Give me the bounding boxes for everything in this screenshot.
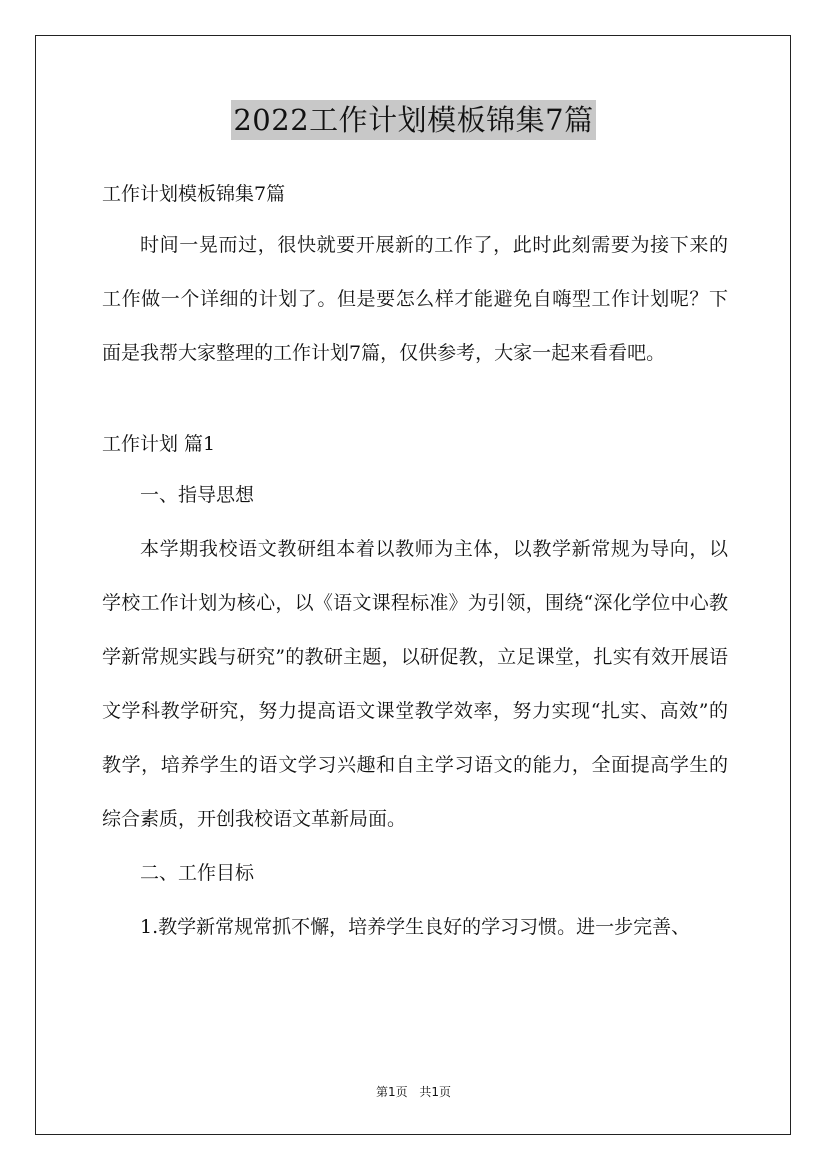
- intro-paragraph: 时间一晃而过，很快就要开展新的工作了，此时此刻需要为接下来的工作做一个详细的计划了。但是要怎么样才能避免自嗨型工作计划呢？下面是我帮大家整理的工作计划7篇，仅供参考，大家一起来看看吧。: [102, 234, 728, 364]
- heading-work-goals: 二、工作目标: [140, 862, 255, 884]
- page-total: 共1页: [419, 1085, 452, 1099]
- document-subtitle: 工作计划模板锦集7篇: [102, 183, 286, 205]
- paragraph-guiding-thought: 本学期我校语文教研组本着以教师为主体，以教学新常规为导向，以学校工作计划为核心，以《语文课程标准》为引领，围绕“深化学位中心教学新常规实践与研究”的教研主题，以研促教，立足课堂，扎实有效开展语文学科教学研究，努力提高语文课堂教学效率，努力实现“扎实、高效”的教学，培养学生的语文学习兴趣和自主学习语文的能力，全面提高学生的综合素质，开创我校语文革新局面。: [102, 538, 728, 830]
- section-heading: 工作计划 篇1: [102, 433, 216, 455]
- paragraph-work-goals: 1.教学新常规常抓不懈，培养学生良好的学习习惯。进一步完善、: [140, 916, 691, 938]
- page-footer: [0, 1083, 827, 1100]
- document-body: [102, 176, 728, 954]
- heading-guiding-thought: 一、指导思想: [140, 484, 255, 506]
- page-number: 第1页: [375, 1085, 408, 1099]
- document-title: 2022工作计划模板锦集7篇: [231, 100, 595, 140]
- title-container: [0, 100, 827, 140]
